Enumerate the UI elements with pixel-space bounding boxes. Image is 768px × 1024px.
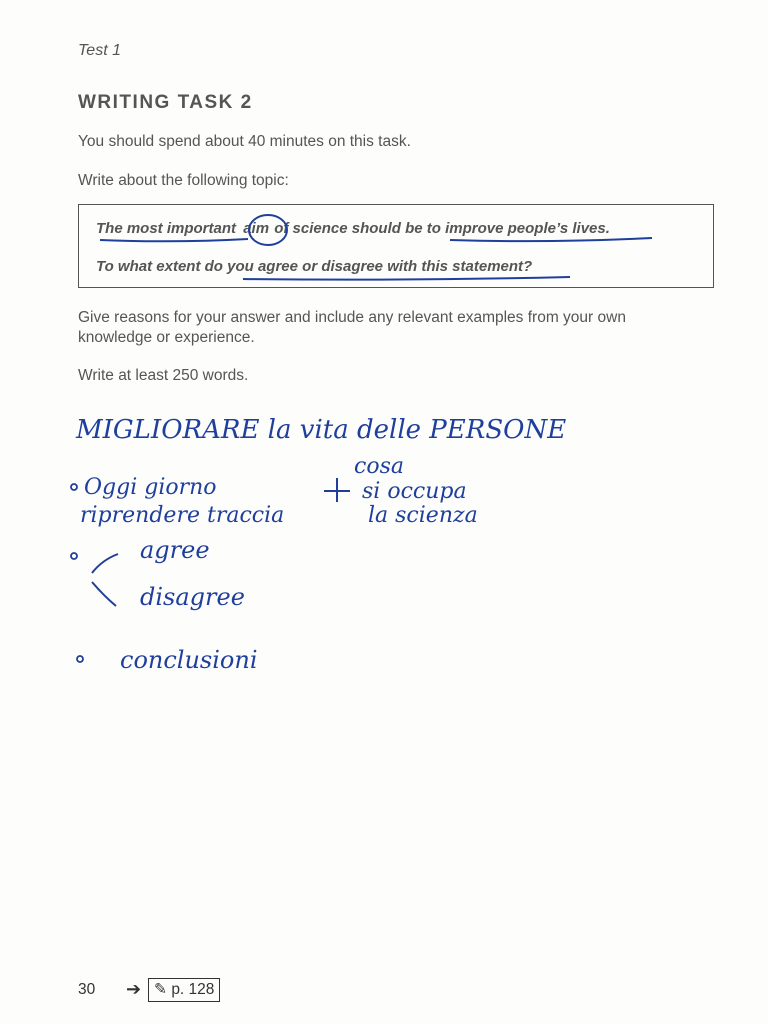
instruction-words: Write at least 250 words. bbox=[78, 367, 249, 384]
topic-text-c: to improve people’s lives. bbox=[426, 220, 610, 237]
task-title: WRITING TASK 2 bbox=[78, 92, 253, 113]
arrow-right-icon: ➔ bbox=[126, 979, 142, 999]
question-text-a: To what extent do bbox=[96, 258, 223, 275]
hw-bullet1-line1: Oggi giorno bbox=[84, 475, 217, 500]
instruction-reasons-line1: Give reasons for your answer and include any relevant examples from your own bbox=[78, 309, 626, 326]
page-reference-text: p. 128 bbox=[171, 981, 215, 998]
bullet-dot bbox=[77, 656, 83, 662]
hw-side-line1: cosa bbox=[354, 454, 404, 479]
topic-text-a: The most important bbox=[96, 220, 237, 237]
branch-mark bbox=[92, 554, 118, 573]
page-reference bbox=[148, 978, 220, 1002]
branch-mark bbox=[92, 582, 116, 606]
page-number: 30 bbox=[78, 981, 96, 998]
question-text-b: you agree or disagree with this statement? bbox=[227, 258, 533, 275]
topic-text-b: of science should be bbox=[274, 220, 423, 237]
test-label: Test 1 bbox=[78, 42, 121, 59]
topic-circled-word: aim bbox=[243, 220, 270, 237]
hw-disagree: disagree bbox=[140, 583, 245, 611]
hw-side-line2: si occupa bbox=[362, 479, 467, 504]
hw-side-line3: la scienza bbox=[368, 503, 478, 528]
hw-bullet1-line2: riprendere traccia bbox=[80, 503, 285, 528]
instruction-time: You should spend about 40 minutes on this task. bbox=[78, 133, 411, 150]
hw-agree: agree bbox=[140, 536, 210, 564]
plus-mark bbox=[324, 478, 350, 502]
hw-heading: MIGLIORARE la vita delle PERSONE bbox=[76, 415, 567, 445]
bullet-dot bbox=[71, 484, 77, 490]
instruction-topic: Write about the following topic: bbox=[78, 172, 289, 189]
bullet-dot bbox=[71, 553, 77, 559]
topic-box bbox=[78, 204, 714, 288]
instruction-reasons-line2: knowledge or experience. bbox=[78, 329, 255, 346]
topic-statement bbox=[96, 220, 610, 237]
topic-question bbox=[96, 258, 532, 275]
pencil-icon: ✎ bbox=[154, 981, 167, 998]
hw-conclusion: conclusioni bbox=[120, 646, 258, 674]
